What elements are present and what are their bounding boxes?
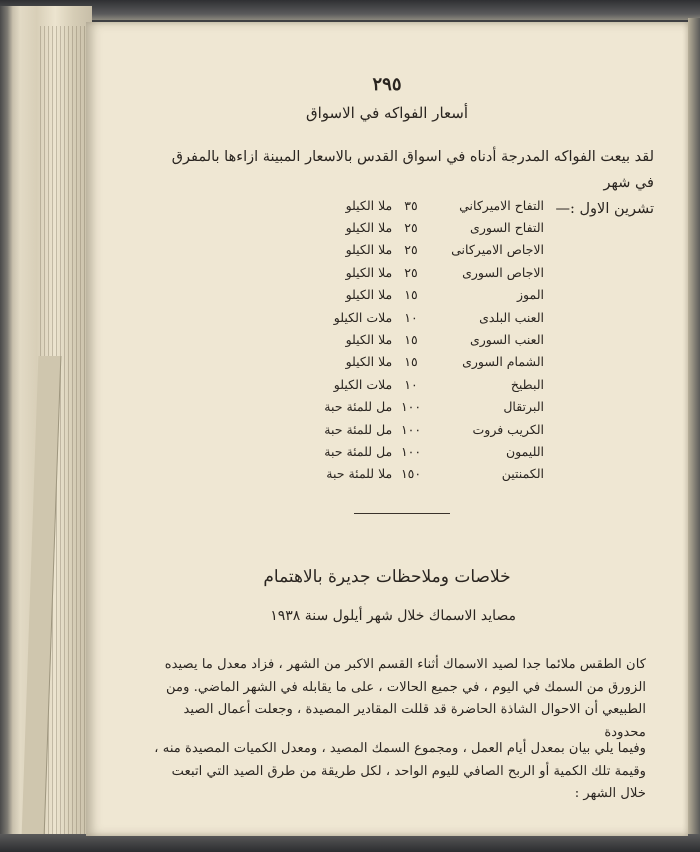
price-unit: مل للمئة حبة	[324, 421, 393, 437]
fruit-name: التفاح السورى	[470, 220, 544, 236]
paragraph-weather: كان الطقس ملائما جدا لصيد الاسماك أثناء القسم الاكبر من الشهر ، فزاد معدل ما يصيده الزورق من السمك في اليوم ، في جميع الحالات ، على ما يقابله في الشهر الماضي. ومن الطبيعي أن الاحوال الشاذة الحاضرة قد قللت المقادير المصيدة ، وجعلت أعمال الصيد محدودة	[164, 657, 646, 740]
price-row	[276, 440, 544, 462]
price-unit: مل للمئة حبة	[324, 399, 393, 415]
fruit-name: العنب البلدى	[479, 309, 544, 325]
fruit-name: الكمنتين	[501, 466, 544, 482]
price-row	[276, 463, 544, 485]
price-value: ١٥	[404, 332, 418, 348]
price-row	[276, 239, 544, 261]
price-unit: ملا الكيلو	[345, 220, 393, 236]
scan-top-edge	[0, 0, 700, 20]
scan-right-edge	[688, 18, 700, 840]
book-page	[86, 22, 688, 836]
scan-bottom-edge	[0, 834, 700, 852]
price-value: ١٥٠	[400, 466, 422, 482]
fruit-name: الليمون	[505, 443, 544, 459]
fruit-name: البرتقال	[503, 399, 544, 415]
price-unit: ملا الكيلو	[345, 354, 393, 370]
intro-line-1: لقد بيعت الفواكه المدرجة أدناه في اسواق القدس بالاسعار المبينة ازاءها بالمفرق في شهر	[171, 149, 654, 191]
price-row	[276, 328, 544, 350]
fruit-name: الشمام السورى	[462, 354, 544, 370]
price-value: ٣٥	[404, 197, 418, 213]
price-unit: ملا الكيلو	[345, 332, 393, 348]
price-row	[276, 306, 544, 328]
section-divider	[354, 513, 450, 514]
price-value: ١٠٠	[400, 421, 422, 437]
fisheries-subtitle: مصايد الاسماك خلال شهر أيلول سنة ١٩٣٨	[270, 608, 516, 624]
price-row	[276, 373, 544, 395]
price-row	[276, 194, 544, 216]
price-unit: ملا الكيلو	[345, 287, 393, 303]
fruit-name: الكريب فروت	[472, 421, 544, 437]
fruit-name: البطيخ	[510, 376, 544, 392]
fruit-name: العنب السورى	[469, 332, 544, 348]
price-value: ١٠	[404, 376, 418, 392]
price-unit: ملات الكيلو	[333, 309, 393, 325]
section-title: أسعار الفواكه في الاسواق	[305, 104, 469, 122]
price-unit: ملا الكيلو	[345, 197, 393, 213]
price-row	[276, 216, 544, 238]
notes-title: خلاصات وملاحظات جديرة بالاهتمام	[263, 567, 511, 587]
fruit-name: الاجاص الاميركانى	[451, 242, 544, 258]
page-number: ٢٩٥	[372, 74, 402, 95]
price-unit: ملا للمئة حبة	[326, 466, 393, 482]
price-row	[276, 418, 544, 440]
price-value: ١٥	[404, 354, 418, 370]
price-row	[276, 396, 544, 418]
price-row	[276, 261, 544, 283]
price-unit: ملا الكيلو	[345, 242, 393, 258]
price-value: ١٠٠	[400, 399, 422, 415]
price-value: ١٥	[404, 287, 418, 303]
intro-line-2: تشرين الاول :—	[555, 201, 654, 217]
price-value: ١٠	[404, 309, 418, 325]
price-row	[276, 284, 544, 306]
book-page-edges	[0, 6, 92, 836]
price-unit: ملا الكيلو	[345, 264, 393, 280]
price-row	[276, 351, 544, 373]
price-value: ٢٥	[404, 264, 418, 280]
price-unit: ملات الكيلو	[333, 376, 393, 392]
fruit-name: الاجاص السورى	[462, 264, 544, 280]
price-value: ١٠٠	[400, 443, 422, 459]
price-value: ٢٥	[404, 220, 418, 236]
fruit-price-table	[276, 194, 544, 485]
fruit-name: التفاح الاميركاني	[459, 197, 544, 213]
fruit-name: الموز	[516, 287, 544, 303]
price-unit: مل للمئة حبة	[324, 443, 393, 459]
paragraph-statement: وفيما يلي بيان بمعدل أيام العمل ، ومجموع السمك المصيد ، ومعدل الكميات المصيدة منه ، وقيمة تلك الكمية أو الربح الصافي لليوم الواحد ، لكل طريقة من طرق الصيد التي اتبعت خلال الشهر :	[154, 741, 646, 801]
price-value: ٢٥	[404, 242, 418, 258]
